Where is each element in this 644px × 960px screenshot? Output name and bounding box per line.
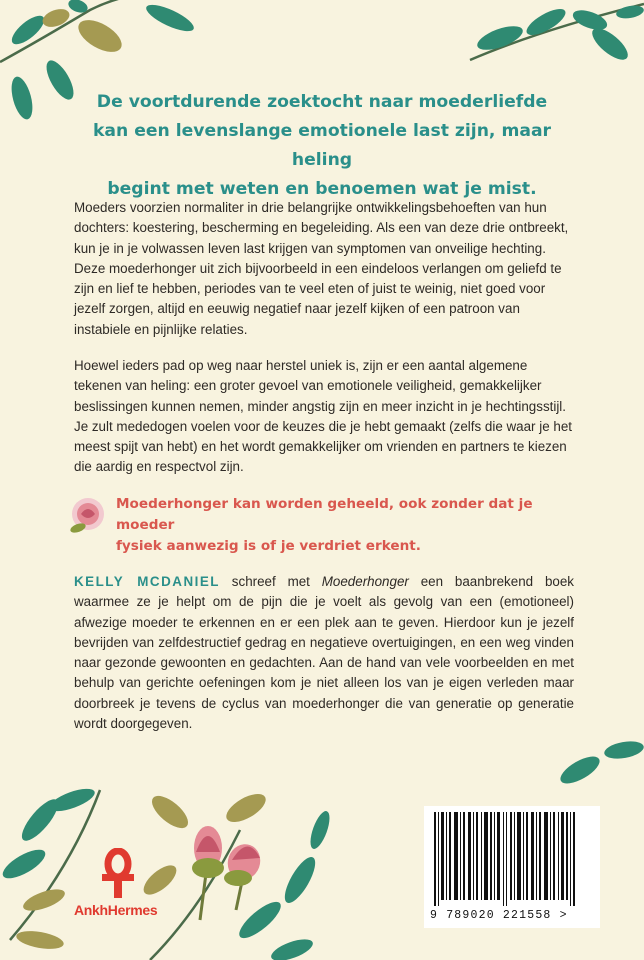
ankh-logo-icon (100, 848, 136, 900)
bio-text-before-title: schreef met (219, 574, 322, 589)
author-name: KELLY MCDANIEL (74, 574, 220, 589)
leaf-decoration-bottom-right (540, 730, 644, 810)
intro-line-2: kan een levenslange emotionele last zijn, maar heling (92, 121, 552, 170)
barcode-bars (424, 806, 600, 906)
leaf-decoration-bottom-left (0, 760, 330, 960)
publisher-name: AnkhHermes (74, 902, 158, 918)
intro-line-1: De voortdurende zoektocht naar moederliefde (96, 92, 548, 112)
highlight-quote (116, 494, 586, 557)
leaf-decoration-top-right (460, 0, 644, 80)
book-title: Moederhonger (321, 574, 409, 589)
highlight-line-2: fysiek aanwezig is of je verdriet erkent. (116, 538, 421, 554)
intro-heading (60, 88, 584, 204)
author-bio (74, 572, 574, 734)
intro-line-3: begint met weten en benoemen wat je mist. (107, 179, 537, 199)
body-paragraph-1: Moeders voorzien normaliter in drie belangrijke ontwikkelingsbehoeften van hun dochters: koestering, bescherming en begeleiding. Als een van deze drie ontbreekt, kun je in je volwassen leven last krijgen van symptomen van onveilige hechting. Deze moederhonger uit zich bijvoorbeeld in een eindeloos verlangen om geliefd te zijn en lief te hebben, periodes van te veel eten of juist te weinig, niet goed voor jezelf zorgen, altijd en eeuwig negatief naar jezelf kijken of een patroon van instabiele en pijnlijke relaties. (74, 200, 569, 337)
highlight-line-1: Moederhonger kan worden geheeld, ook zonder dat je moeder (116, 496, 533, 533)
body-paragraph-2: Hoewel ieders pad op weg naar herstel uniek is, zijn er een aantal algemene tekenen van heling: een groter gevoel van emotionele veiligheid, gemakkelijker beslissingen kunnen nemen, minder angstig zijn en meer inzicht in je hechtingsstijl. Je zult mededogen voelen voor de keuzes die je hebt gemaakt (zelfs die waar je het meest spijt van hebt) en het wordt gemakkelijker om vrienden en partners te kiezen die aardig en respectvol zijn. (74, 358, 572, 475)
barcode-number: 9 789020 221558 > (430, 909, 568, 922)
barcode (424, 806, 600, 928)
bio-text-after-title: een baanbrekend boek waarmee ze je helpt om de pijn die je voelt als gevolg van een (emotioneel) afwezige moeder te erkennen en er een plek aan te geven. Hierdoor kun je jezelf bevrijden van zelfdestructief gedrag en negatieve overtuigingen, en een weg vinden naar gezonde gewoonten en gedachten. Aan de hand van vele voorbeelden en met behulp van gerichte oefeningen kom je niet alleen los van je eigen verleden maar doorbreek je tevens de cyclus van moederhonger die van generatie op generatie wordt doorgegeven. (74, 574, 574, 732)
rose-icon (70, 496, 106, 534)
